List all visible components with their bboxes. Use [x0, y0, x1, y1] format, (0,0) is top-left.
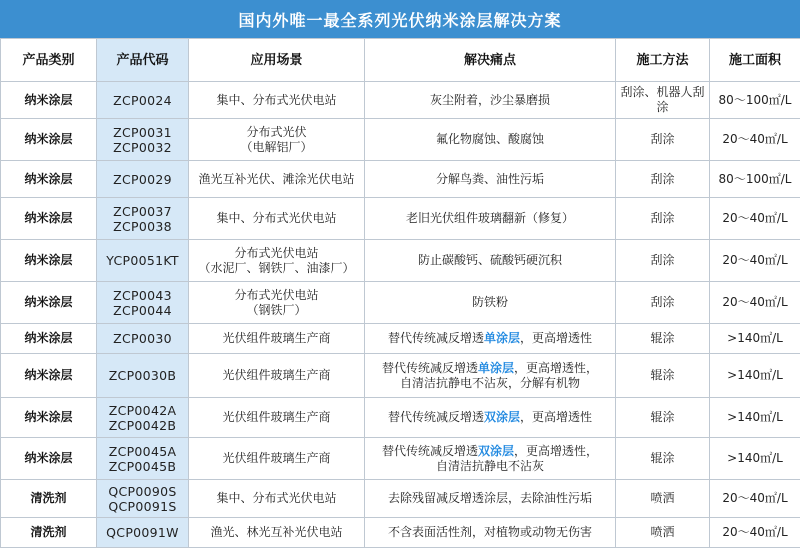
cell-line: 渔光互补光伏、滩涂光伏电站 [198, 171, 355, 186]
category-cell: 纳米涂层 [1, 198, 97, 240]
cell-line: ZCP0030 [113, 331, 172, 346]
table-row [1, 119, 800, 161]
table-row [1, 82, 800, 119]
pain-point-cell [365, 398, 616, 438]
text-segment: 替代传统减反增透 [381, 443, 478, 458]
product-code-cell [97, 438, 189, 480]
cell-line [367, 376, 613, 391]
cell-line [367, 331, 613, 346]
text-segment: 灰尘附着，沙尘暴磨损 [429, 92, 550, 107]
table-row [1, 480, 800, 518]
table-row [1, 398, 800, 438]
text-segment: 老旧光伏组件玻璃翻新（修复） [405, 211, 574, 225]
cell-line: 分布式光伏电站 [234, 245, 319, 260]
cell-line: ZCP0045A [108, 443, 177, 459]
text-segment: 防止碳酸钙、硫酸钙硬沉积 [417, 253, 562, 267]
cell-line: ZCP0029 [113, 171, 172, 187]
product-code-cell [97, 480, 189, 518]
pain-point-cell [365, 324, 616, 354]
cell-line: ZCP0044 [113, 302, 172, 318]
text-segment: 替代传统减反增透 [387, 410, 484, 424]
scene-cell [189, 480, 365, 518]
area-cell: >140㎡/L [710, 398, 800, 438]
text-segment: 分解鸟粪、油性污垢 [435, 171, 544, 186]
text-segment: 自清洁抗静电不沾灰，分解有机物 [399, 375, 580, 390]
area-cell: 20～40㎡/L [710, 240, 800, 282]
cell-line [367, 491, 613, 506]
cell-line [367, 410, 613, 425]
category-cell: 纳米涂层 [1, 324, 97, 354]
header-code: 产品代码 [97, 39, 189, 82]
method-cell: 辊涂 [616, 324, 710, 354]
product-code-cell [97, 518, 189, 548]
category-cell: 纳米涂层 [1, 161, 97, 198]
text-segment: 替代传统减反增透 [381, 360, 478, 375]
cell-line [367, 459, 613, 474]
cell-line: ZCP0032 [113, 139, 172, 155]
text-segment: 去除残留减反增透涂层，去除油性污垢 [387, 491, 592, 505]
category-cell: 纳米涂层 [1, 82, 97, 119]
product-code-cell [97, 161, 189, 198]
header-area: 施工面积 [710, 39, 800, 82]
table-body [1, 82, 800, 548]
scene-cell [189, 198, 365, 240]
cell-line: QCP0091W [106, 525, 179, 540]
cell-line: 光伏组件玻璃生产商 [222, 410, 331, 424]
cell-line: （钢铁厂） [246, 302, 307, 317]
highlight-text: 单涂层 [477, 360, 514, 375]
cell-line: 光伏组件玻璃生产商 [222, 368, 331, 382]
product-code-cell [97, 324, 189, 354]
scene-cell [189, 82, 365, 119]
header-pain: 解决痛点 [365, 39, 616, 82]
highlight-text: 双涂层 [483, 410, 520, 424]
method-cell: 辊涂 [616, 398, 710, 438]
cell-line: ZCP0045B [108, 458, 177, 474]
scene-cell [189, 518, 365, 548]
method-cell: 喷洒 [616, 518, 710, 548]
method-cell: 刮涂 [616, 282, 710, 324]
table-row [1, 518, 800, 548]
highlight-text: 双涂层 [477, 443, 514, 458]
pain-point-cell [365, 354, 616, 398]
pain-point-cell [365, 282, 616, 324]
cell-line: ZCP0031 [113, 124, 172, 140]
header-category: 产品类别 [1, 39, 97, 82]
scene-cell [189, 119, 365, 161]
cell-line: ZCP0030B [108, 368, 177, 383]
text-segment: 氟化物腐蚀、酸腐蚀 [435, 132, 544, 146]
cell-line [367, 361, 613, 376]
scene-cell [189, 161, 365, 198]
area-cell: 20～40㎡/L [710, 518, 800, 548]
category-cell: 纳米涂层 [1, 240, 97, 282]
product-code-cell [97, 198, 189, 240]
pain-point-cell [365, 161, 616, 198]
product-code-cell [97, 282, 189, 324]
cell-line: （电解铝厂） [240, 139, 313, 154]
cell-line: 分布式光伏电站 [234, 287, 319, 302]
cell-line: 集中、分布式光伏电站 [216, 92, 337, 107]
text-segment: ，更高增透性 [520, 410, 593, 424]
method-cell: 辊涂 [616, 354, 710, 398]
method-cell: 刮涂 [616, 240, 710, 282]
text-segment: ，更高增透性， [514, 360, 599, 375]
table-row [1, 324, 800, 354]
table-row [1, 438, 800, 480]
area-cell: >140㎡/L [710, 438, 800, 480]
cell-line: 集中、分布式光伏电站 [216, 491, 337, 505]
scene-cell [189, 398, 365, 438]
cell-line [367, 132, 613, 147]
category-cell: 纳米涂层 [1, 119, 97, 161]
table-header-row [1, 39, 800, 82]
method-cell: 辊涂 [616, 438, 710, 480]
area-cell: 20～40㎡/L [710, 119, 800, 161]
area-cell: 20～40㎡/L [710, 198, 800, 240]
cell-line: 光伏组件玻璃生产商 [222, 331, 331, 345]
text-segment: ，更高增透性 [520, 331, 593, 345]
area-cell: 80～100㎡/L [710, 82, 800, 119]
pain-point-cell [365, 82, 616, 119]
table-row [1, 198, 800, 240]
scene-cell [189, 438, 365, 480]
table-row [1, 240, 800, 282]
area-cell: 20～40㎡/L [710, 282, 800, 324]
table-row [1, 282, 800, 324]
pain-point-cell [365, 198, 616, 240]
text-segment: 自清洁抗静电不沾灰 [435, 458, 544, 473]
category-cell: 纳米涂层 [1, 282, 97, 324]
table-row [1, 354, 800, 398]
area-cell: 80～100㎡/L [710, 161, 800, 198]
solutions-table [0, 38, 800, 548]
pain-point-cell [365, 480, 616, 518]
text-segment: ，更高增透性， [514, 443, 599, 458]
scene-cell [189, 240, 365, 282]
scene-cell [189, 282, 365, 324]
pain-point-cell [365, 518, 616, 548]
product-code-cell [97, 398, 189, 438]
method-cell: 喷洒 [616, 480, 710, 518]
area-cell: 20～40㎡/L [710, 480, 800, 518]
product-code-cell [97, 354, 189, 398]
cell-line: 分布式光伏 [246, 124, 307, 139]
cell-line [367, 295, 613, 310]
product-code-cell [97, 240, 189, 282]
cell-line: ZCP0037 [113, 203, 172, 219]
cell-line: 光伏组件玻璃生产商 [222, 451, 331, 465]
text-segment: 不含表面活性剂，对植物或动物无伤害 [387, 525, 592, 539]
cell-line: （水泥厂、钢铁厂、油漆厂） [198, 260, 355, 275]
scene-cell [189, 324, 365, 354]
cell-line [367, 525, 613, 540]
product-code-cell [97, 82, 189, 119]
pain-point-cell [365, 119, 616, 161]
category-cell: 纳米涂层 [1, 354, 97, 398]
cell-line [367, 93, 613, 108]
scene-cell [189, 354, 365, 398]
highlight-text: 单涂层 [483, 331, 520, 345]
cell-line [367, 172, 613, 187]
method-cell: 刮涂 [616, 119, 710, 161]
method-cell: 刮涂 [616, 198, 710, 240]
cell-line [367, 253, 613, 268]
cell-line: ZCP0042B [108, 417, 177, 433]
category-cell: 清洗剂 [1, 480, 97, 518]
method-cell: 刮涂 [616, 161, 710, 198]
text-segment: 防铁粉 [471, 295, 508, 309]
header-method: 施工方法 [616, 39, 710, 82]
pain-point-cell [365, 438, 616, 480]
cell-line: ZCP0042A [108, 402, 177, 418]
text-segment: 替代传统减反增透 [387, 331, 484, 345]
cell-line [367, 444, 613, 459]
cell-line: QCP0091S [108, 498, 177, 514]
cell-line [367, 211, 613, 226]
cell-line: ZCP0043 [113, 287, 172, 303]
category-cell: 清洗剂 [1, 518, 97, 548]
cell-line: ZCP0038 [113, 218, 172, 234]
cell-line: 渔光、林光互补光伏电站 [210, 525, 343, 539]
cell-line: YCP0051KT [106, 253, 179, 268]
header-scene: 应用场景 [189, 39, 365, 82]
cell-line: ZCP0024 [113, 92, 172, 108]
cell-line: 集中、分布式光伏电站 [216, 211, 337, 225]
table-row [1, 161, 800, 198]
method-cell: 刮涂、机器人刮涂 [616, 82, 710, 119]
area-cell: >140㎡/L [710, 354, 800, 398]
category-cell: 纳米涂层 [1, 398, 97, 438]
cell-line: QCP0090S [108, 483, 177, 499]
product-code-cell [97, 119, 189, 161]
category-cell: 纳米涂层 [1, 438, 97, 480]
page-title: 国内外唯一最全系列光伏纳米涂层解决方案 [0, 0, 800, 38]
area-cell: >140㎡/L [710, 324, 800, 354]
pain-point-cell [365, 240, 616, 282]
